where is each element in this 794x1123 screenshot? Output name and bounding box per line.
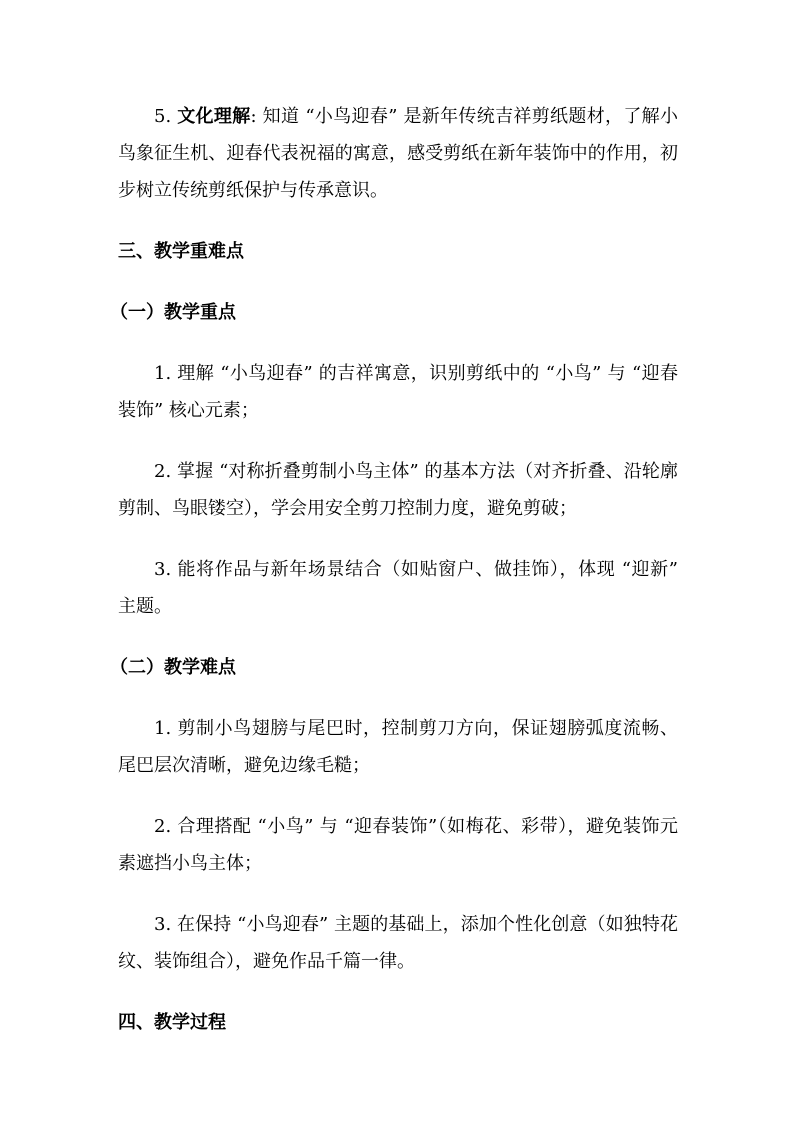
item-text: 知道 “小鸟迎春” 是新年传统吉祥剪纸题材，了解小鸟象征生机、迎春代表祝福的寓意，感受剪纸在新年装饰中的作用，初步树立传统剪纸保护与传承意识。 xyxy=(118,106,679,201)
item-number: 5. xyxy=(154,106,178,127)
key-point-item-2: 2. 掌握 “对称折叠剪制小鸟主体” 的基本方法（对齐折叠、沿轮廓剪制、鸟眼镂空），学会用安全剪刀控制力度，避免剪破； xyxy=(118,461,678,519)
difficulty-item-2: 2. 合理搭配 “小鸟” 与 “迎春装饰”（如梅花、彩带），避免装饰元素遮挡小鸟主体； xyxy=(118,816,678,874)
difficulty-item-1: 1. 剪制小鸟翅膀与尾巴时，控制剪刀方向，保证翅膀弧度流畅、尾巴层次清晰，避免边缘毛糙； xyxy=(118,718,678,776)
section-heading-teaching-process: 四、教学过程 xyxy=(118,1012,226,1033)
document-body xyxy=(110,98,679,1065)
item-lead: 文化理解 xyxy=(177,106,251,127)
subheading-difficulties: （二）教学难点 xyxy=(110,657,236,678)
item-colon: : xyxy=(250,106,263,127)
paragraph-culture-understanding xyxy=(118,98,678,209)
difficulty-item-3: 3. 在保持 “小鸟迎春” 主题的基础上，添加个性化创意（如独特花纹、装饰组合），避免作品千篇一律。 xyxy=(118,914,678,972)
key-point-item-1: 1. 理解 “小鸟迎春” 的吉祥寓意，识别剪纸中的 “小鸟” 与 “迎春装饰” 核心元素； xyxy=(118,363,678,421)
subheading-key-points: （一）教学重点 xyxy=(110,302,236,323)
key-point-item-3: 3. 能将作品与新年场景结合（如贴窗户、做挂饰），体现 “迎新” 主题。 xyxy=(118,559,678,617)
section-heading-key-difficult-points: 三、教学重难点 xyxy=(118,241,244,262)
